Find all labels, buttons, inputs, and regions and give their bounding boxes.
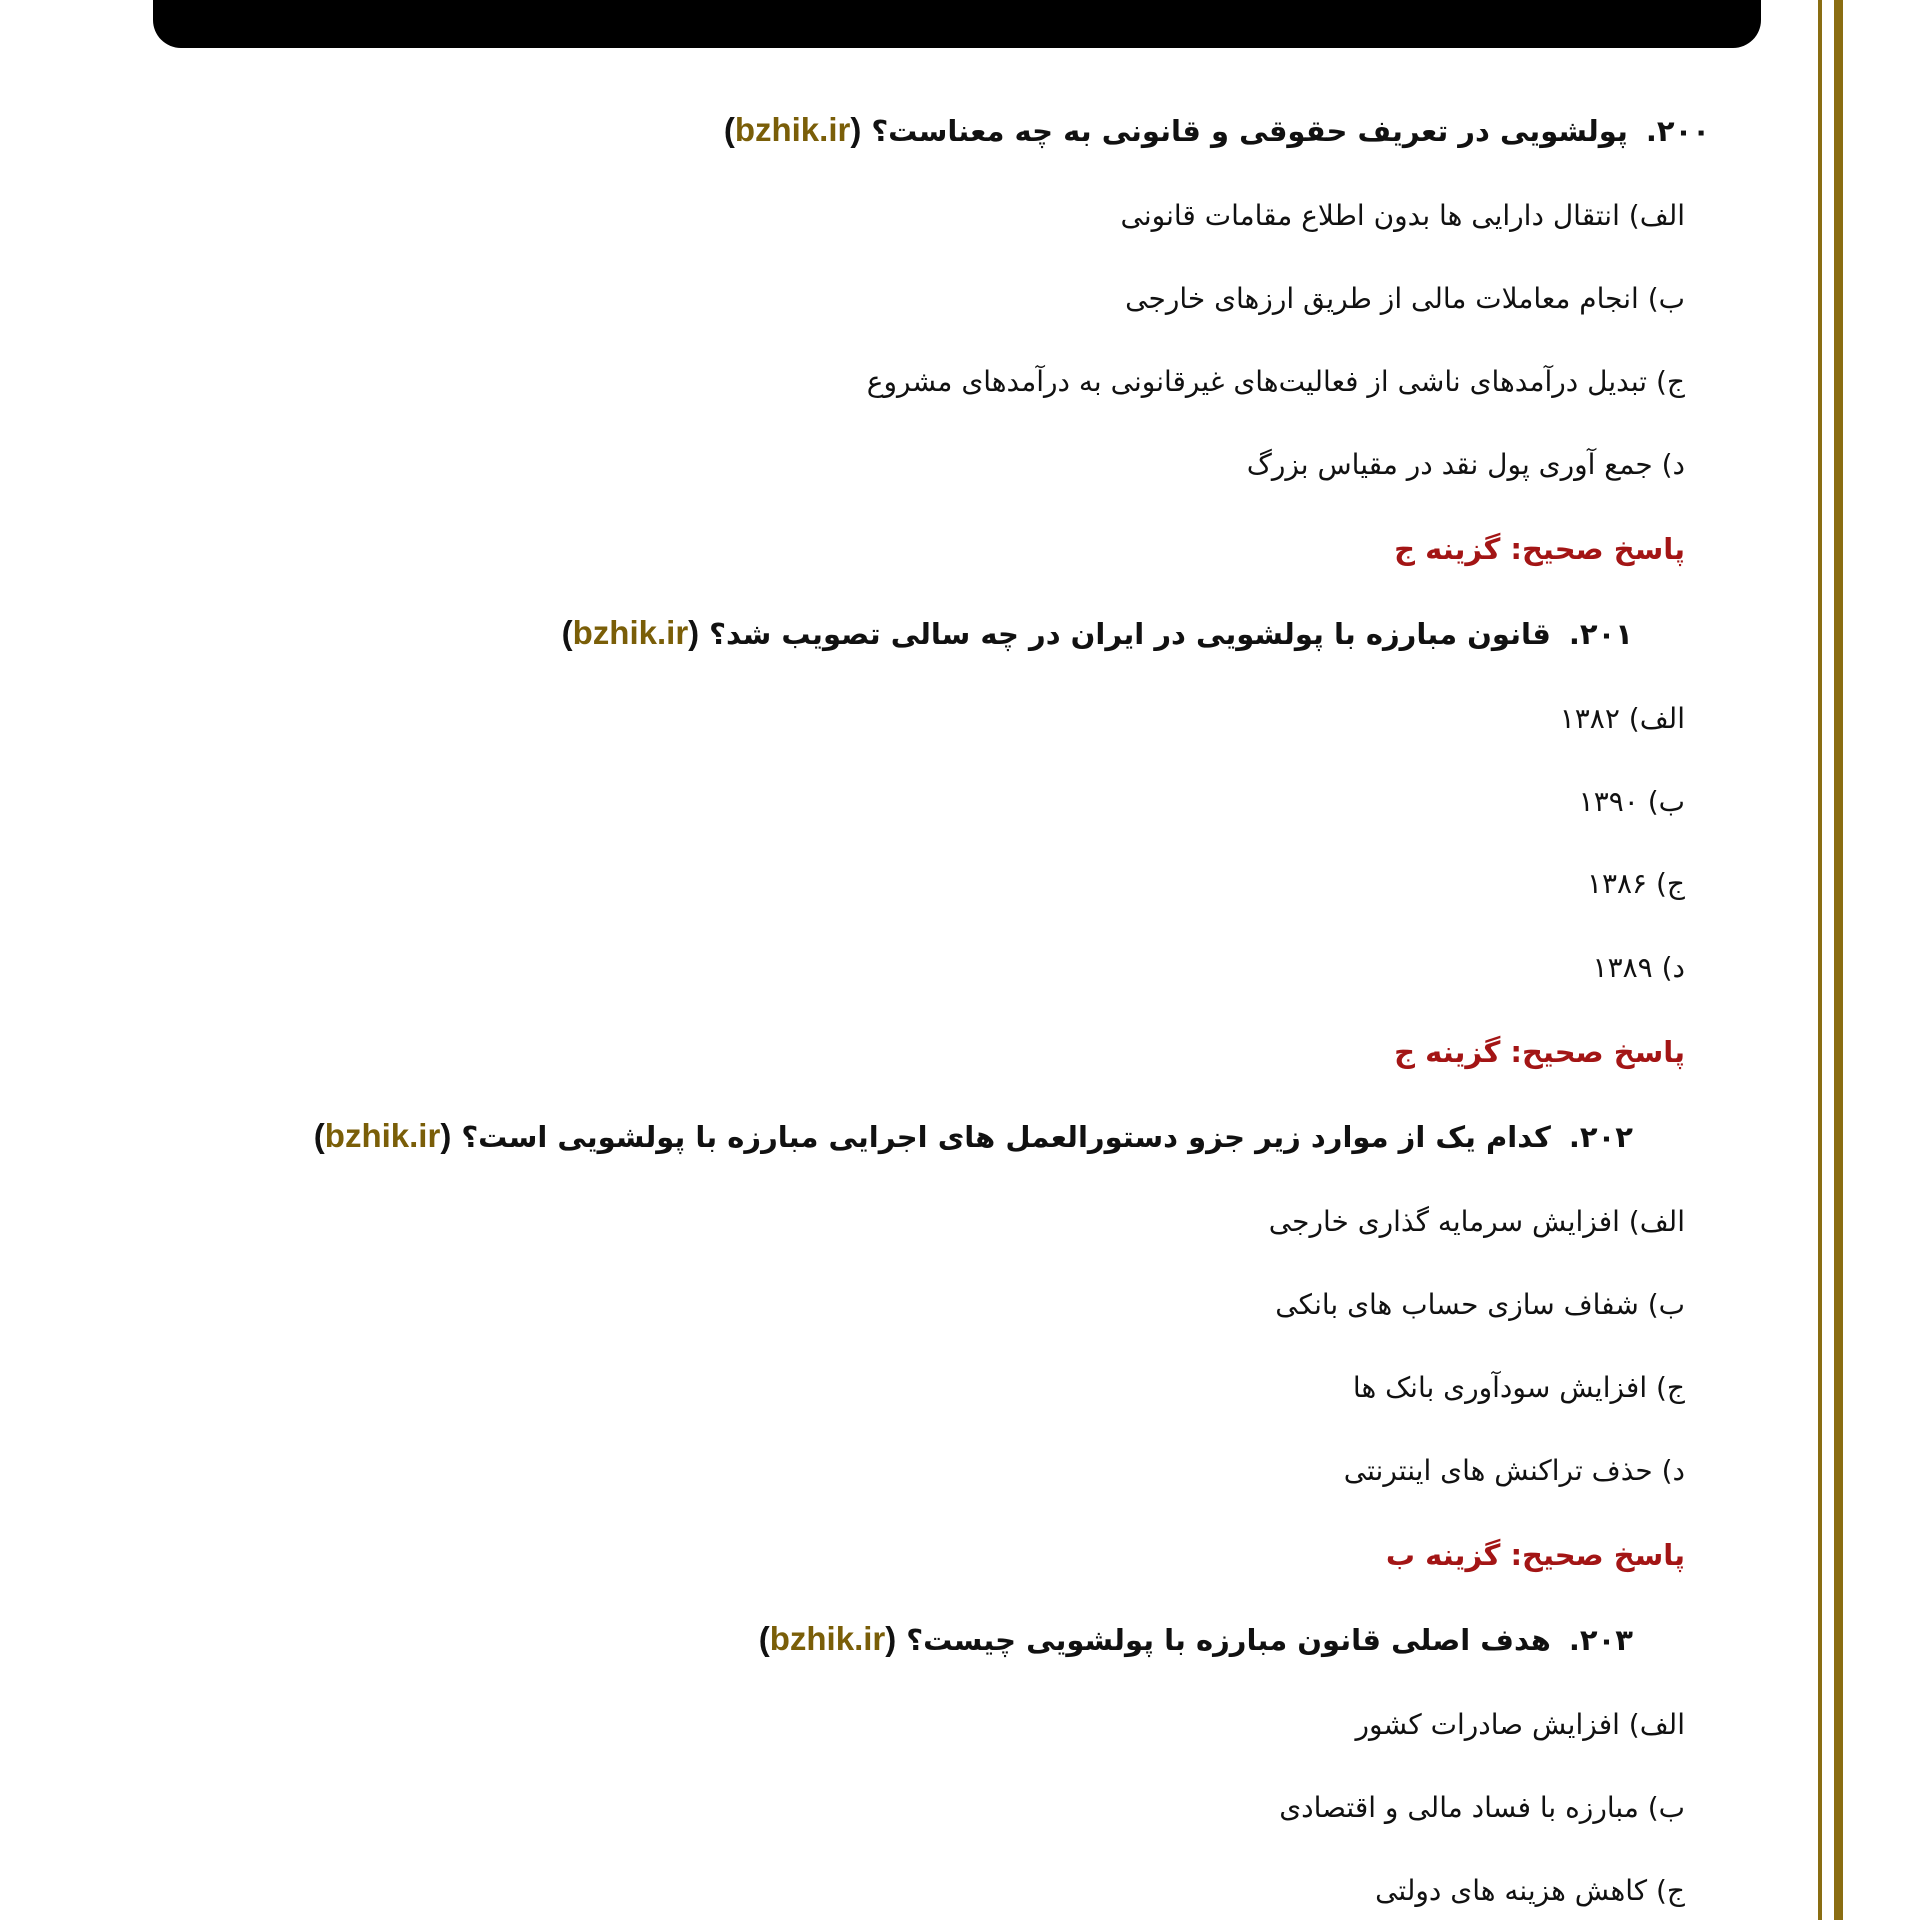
page-border-inner [1834,0,1843,1920]
correct-answer: پاسخ صحیح: گزینه ج [1394,532,1685,566]
option-item: د) جمع آوری پول نقد در مقیاس بزرگ [1246,448,1685,481]
option-item: الف) انتقال دارایی ها بدون اطلاع مقامات قانونی [1120,199,1685,232]
option-item: الف) افزایش سرمایه گذاری خارجی [1268,1205,1685,1238]
site-link[interactable]: (bzhik.ir) [758,1620,897,1657]
question-title [724,110,1710,151]
question-text: هدف اصلی قانون مبارزه با پولشویی چیست؟ [906,1623,1551,1657]
option-item: الف) ۱۳۸۲ [1559,702,1685,735]
question-number: ۲۰۰. [1645,114,1710,148]
correct-answer: پاسخ صحیح: گزینه ج [1394,1035,1685,1069]
question-number: ۲۰۲. [1568,1120,1633,1154]
site-link[interactable]: (bzhik.ir) [561,614,700,651]
question-number: ۲۰۱. [1568,617,1633,651]
question-number: ۲۰۳. [1568,1623,1633,1657]
option-item: ب) ۱۳۹۰ [1578,785,1685,818]
option-item: د) ۱۳۸۹ [1592,951,1685,984]
question-title [562,613,1633,654]
option-item: د) حذف تراکنش های اینترنتی [1343,1454,1685,1487]
option-item: ب) انجام معاملات مالی از طریق ارزهای خارجی [1125,282,1685,315]
site-link[interactable]: (bzhik.ir) [723,111,862,148]
option-item: ج) افزایش سودآوری بانک ها [1352,1371,1685,1404]
site-link[interactable]: (bzhik.ir) [313,1117,452,1154]
question-text: کدام یک از موارد زیر جزو دستورالعمل های اجرایی مبارزه با پولشویی است؟ [461,1120,1551,1154]
question-title [314,1116,1633,1157]
option-item: ج) تبدیل درآمدهای ناشی از فعالیت‌های غیرقانونی به درآمدهای مشروع [866,365,1685,398]
question-title [759,1619,1633,1660]
option-item: ب) مبارزه با فساد مالی و اقتصادی [1279,1791,1685,1824]
option-item: ج) کاهش هزینه های دولتی [1375,1874,1685,1907]
option-item: ج) ۱۳۸۶ [1586,867,1685,900]
correct-answer: پاسخ صحیح: گزینه ب [1385,1538,1685,1572]
page-border-outer [1818,0,1822,1920]
question-text: قانون مبارزه با پولشویی در ایران در چه سالی تصویب شد؟ [709,617,1551,651]
question-text: پولشویی در تعریف حقوقی و قانونی به چه معناست؟ [871,114,1628,148]
header-bar [153,0,1761,48]
option-item: الف) افزایش صادرات کشور [1355,1708,1685,1741]
option-item: ب) شفاف سازی حساب های بانکی [1275,1288,1685,1321]
